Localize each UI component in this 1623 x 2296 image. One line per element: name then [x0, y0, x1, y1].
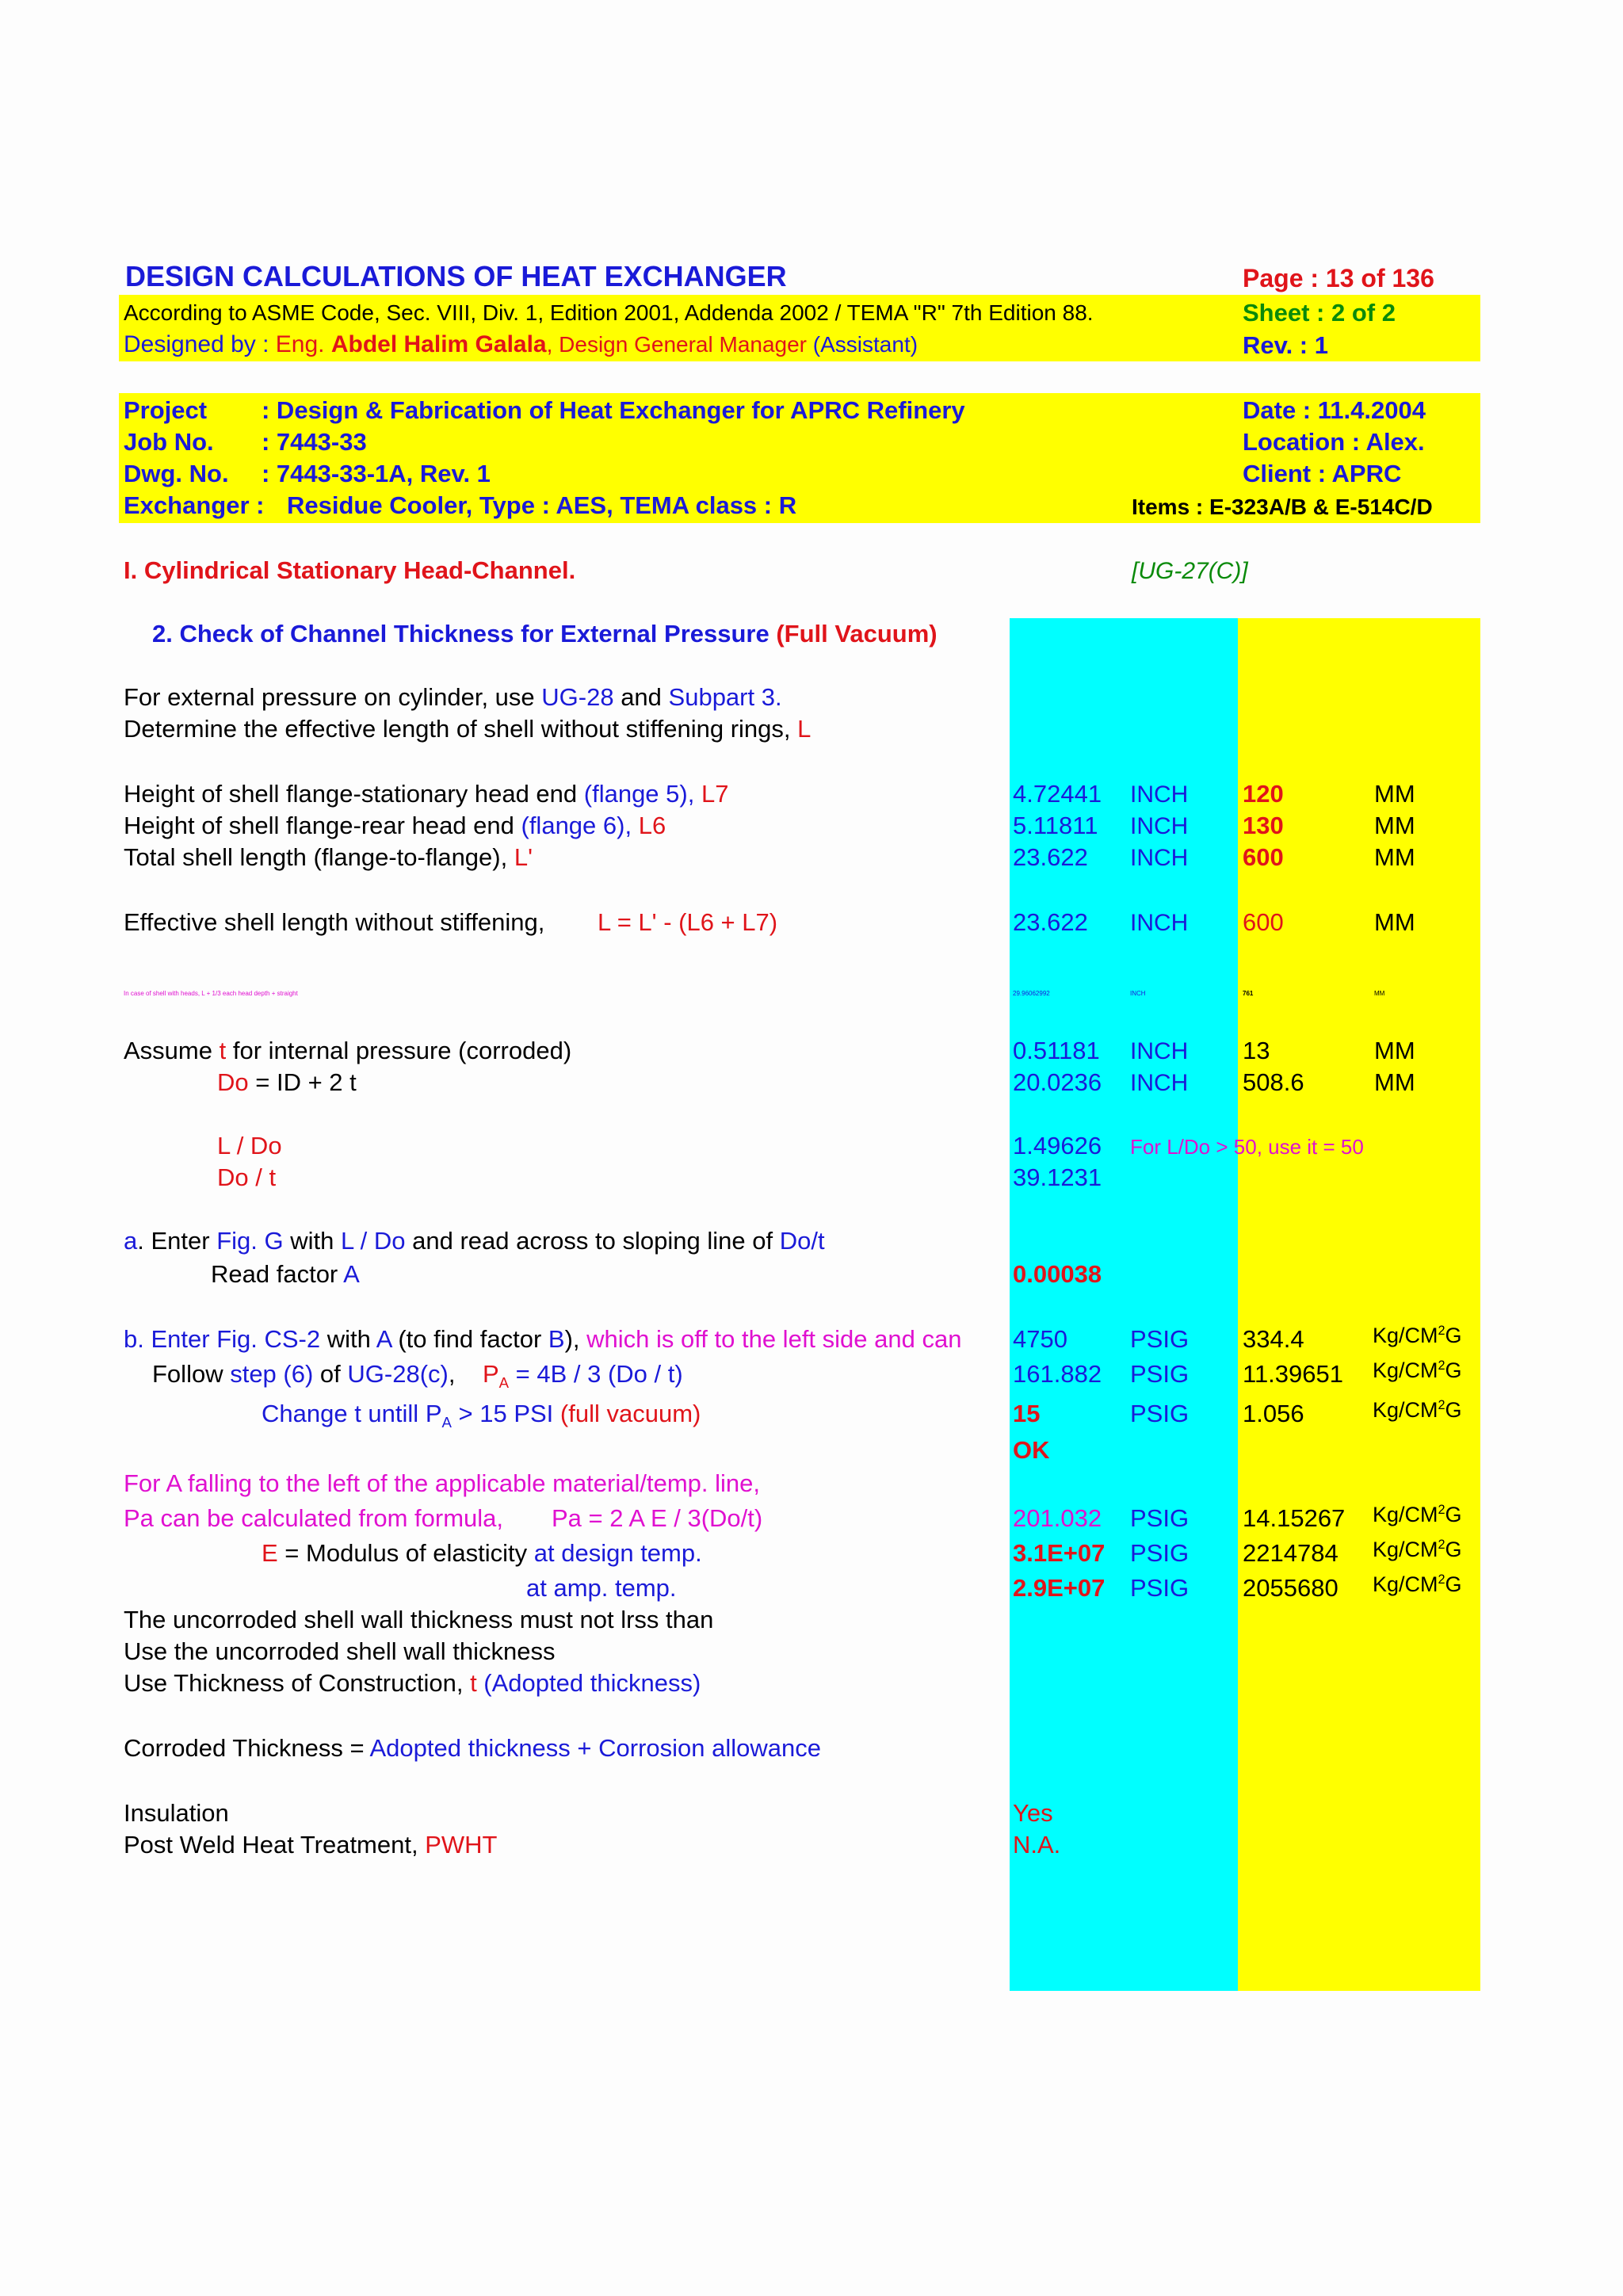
row-l7-inch-unit: INCH: [1130, 781, 1189, 808]
subsection-title: 2. Check of Channel Thickness for External Pressure (Full Vacuum): [152, 620, 938, 648]
intro-line-1: For external pressure on cylinder, use UG-28 and Subpart 3.: [124, 683, 782, 711]
row-effective-mm-unit: MM: [1374, 908, 1415, 936]
row-total-inch-unit: INCH: [1130, 845, 1189, 871]
modulus-design-unit: PSIG: [1130, 1539, 1190, 1567]
row-total-mm: 600: [1243, 843, 1284, 871]
heads-note-inch: 29.96062992: [1013, 990, 1050, 997]
modulus-design-kg-unit: $Kg/CM^2G$: [1373, 1538, 1462, 1561]
row-do-inch-unit: INCH: [1130, 1070, 1189, 1096]
row-do-label: Do = ID + 2 t: [217, 1068, 357, 1096]
vacuum-kg: 1.056: [1243, 1400, 1304, 1427]
row-l6-label: Height of shell flange-rear head end (flange 6), L6: [124, 812, 666, 839]
factor-a-value: 0.00038: [1013, 1260, 1102, 1288]
dwg-label: Dwg. No.: [124, 460, 229, 487]
pa-formula-value: 201.032: [1013, 1504, 1102, 1532]
row-total-label: Total shell length (flange-to-flange), L': [124, 843, 533, 871]
ambient-label: at amp. temp.: [526, 1574, 677, 1602]
designed-by: Designed by : Eng. Abdel Halim Galala, Design General Manager (Assistant): [124, 331, 918, 357]
factor-b-unit: PSIG: [1130, 1325, 1190, 1353]
heads-note: In case of shell with heads, L + 1/3 each head depth + straight: [124, 990, 298, 997]
pa-formula-kg: 14.15267: [1243, 1504, 1346, 1532]
row-dot-label: Do / t: [217, 1163, 277, 1191]
page-title: DESIGN CALCULATIONS OF HEAT EXCHANGER: [125, 260, 787, 292]
row-do-inch: 20.0236: [1013, 1068, 1102, 1096]
formula-line-2: Pa can be calculated from formula,: [124, 1504, 504, 1532]
pa-formula-unit: PSIG: [1130, 1504, 1190, 1532]
row-effective-inch-unit: INCH: [1130, 910, 1189, 936]
row-effective-mm: 600: [1243, 908, 1284, 936]
ok-status: OK: [1013, 1436, 1050, 1464]
modulus-design-value: 3.1E+07: [1013, 1539, 1106, 1567]
factor-b-value: 4750: [1013, 1325, 1067, 1353]
row-l7-mm: 120: [1243, 780, 1284, 808]
row-ldo-note: For L/Do > 50, use it = 50: [1130, 1135, 1364, 1159]
corroded-thickness-text: Corroded Thickness = Adopted thickness + Corrosion allowance: [124, 1734, 821, 1762]
row-assume-t-inch: 0.51181: [1013, 1037, 1100, 1064]
factor-b-kg-unit: $Kg/CM^2G$: [1373, 1324, 1462, 1347]
exchanger-label: Exchanger :: [124, 491, 265, 519]
row-do-mm-unit: MM: [1374, 1068, 1415, 1096]
job-label: Job No.: [124, 428, 214, 456]
row-l6-mm: 130: [1243, 812, 1284, 839]
row-assume-t-label: Assume t for internal pressure (corroded): [124, 1037, 572, 1064]
revision: Rev. : 1: [1243, 331, 1328, 359]
project-label: Project: [124, 396, 208, 424]
code-line: According to ASME Code, Sec. VIII, Div. 1, Edition 2001, Addenda 2002 / TEMA "R" 7th Edition 88.: [124, 300, 1094, 325]
location: Location : Alex.: [1243, 428, 1425, 456]
heads-note-mm: 761: [1243, 990, 1254, 997]
step-b-text: b. Enter Fig. CS-2 with A (to find factor B), which is off to the left side and can: [124, 1325, 962, 1353]
modulus-ambient-value: 2.9E+07: [1013, 1574, 1106, 1602]
modulus-label: E = Modulus of elasticity at design temp.: [262, 1539, 702, 1567]
row-assume-t-mm-unit: MM: [1374, 1037, 1415, 1064]
project-value: : Design & Fabrication of Heat Exchanger for APRC Refinery: [262, 396, 965, 424]
formula-line-1: For A falling to the left of the applicable material/temp. line,: [124, 1469, 761, 1497]
row-l6-inch-unit: INCH: [1130, 813, 1189, 839]
construction-thickness-text: Use Thickness of Construction, t (Adopted thickness): [124, 1669, 701, 1697]
uncorroded-min-text: The uncorroded shell wall thickness must not lrss than: [124, 1606, 714, 1633]
intro-line-2: Determine the effective length of shell without stiffening rings, L: [124, 715, 812, 743]
vacuum-kg-unit: $Kg/CM^2G$: [1373, 1398, 1462, 1422]
pa-kg: 11.39651: [1243, 1360, 1343, 1388]
row-total-mm-unit: MM: [1374, 843, 1415, 871]
heads-note-mm-unit: MM: [1374, 990, 1385, 997]
pa-value: 161.882: [1013, 1360, 1102, 1388]
modulus-ambient-unit: PSIG: [1130, 1574, 1190, 1602]
insulation-value: Yes: [1013, 1799, 1053, 1827]
row-effective-inch: 23.622: [1013, 908, 1088, 936]
row-l6-mm-unit: MM: [1374, 812, 1415, 839]
section-title: I. Cylindrical Stationary Head-Channel.: [124, 556, 576, 584]
exchanger-value: Residue Cooler, Type : AES, TEMA class : R: [287, 491, 797, 519]
page-number: Page : 13 of 136: [1243, 264, 1434, 292]
items: Items : E-323A/B & E-514C/D: [1132, 495, 1433, 519]
modulus-ambient-kg: 2055680: [1243, 1574, 1338, 1602]
insulation-label: Insulation: [124, 1799, 229, 1827]
pa-unit: PSIG: [1130, 1360, 1190, 1388]
pwht-label: Post Weld Heat Treatment, PWHT: [124, 1831, 498, 1859]
modulus-design-kg: 2214784: [1243, 1539, 1338, 1567]
read-factor-a-label: Read factor A: [211, 1260, 360, 1288]
job-value: : 7443-33: [262, 428, 367, 456]
change-t-text: Change t untill $P_A > 15$ PSI (full vacuum): [262, 1400, 701, 1431]
row-effective-formula: L = L' - (L6 + L7): [598, 908, 778, 936]
sheet-number: Sheet : 2 of 2: [1243, 299, 1396, 327]
row-l7-inch: 4.72441: [1013, 780, 1102, 808]
section-reference: [UG-27(C)]: [1132, 558, 1248, 584]
date: Date : 11.4.2004: [1243, 396, 1426, 424]
follow-step-text: Follow step (6) of UG-28(c), $P_A = 4B / 3$ (Do / t): [152, 1360, 683, 1392]
uncorroded-use-text: Use the uncorroded shell wall thickness: [124, 1637, 556, 1665]
pa-formula-kg-unit: $Kg/CM^2G$: [1373, 1503, 1462, 1526]
formula-expression: Pa = 2 A E / 3(Do/t): [552, 1504, 763, 1532]
pa-kg-unit: $Kg/CM^2G$: [1373, 1358, 1462, 1382]
heads-note-inch-unit: INCH: [1130, 990, 1146, 997]
row-effective-label: Effective shell length without stiffening,: [124, 908, 545, 936]
row-assume-t-inch-unit: INCH: [1130, 1038, 1189, 1064]
factor-b-kg: 334.4: [1243, 1325, 1304, 1353]
step-a-text: a. Enter Fig. G with L / Do and read across to sloping line of Do/t: [124, 1227, 825, 1255]
row-ldo-value: 1.49626: [1013, 1132, 1102, 1159]
row-do-mm: 508.6: [1243, 1068, 1304, 1096]
vacuum-unit: PSIG: [1130, 1400, 1190, 1427]
row-l7-label: Height of shell flange-stationary head end (flange 5), L7: [124, 780, 729, 808]
modulus-ambient-kg-unit: $Kg/CM^2G$: [1373, 1572, 1462, 1596]
client: Client : APRC: [1243, 460, 1402, 487]
row-l6-inch: 5.11811: [1013, 812, 1098, 839]
vacuum-value: 15: [1013, 1400, 1041, 1427]
row-ldo-label: L / Do: [217, 1132, 282, 1159]
row-assume-t-mm: 13: [1243, 1037, 1270, 1064]
row-dot-value: 39.1231: [1013, 1163, 1102, 1191]
dwg-value: : 7443-33-1A, Rev. 1: [262, 460, 491, 487]
row-total-inch: 23.622: [1013, 843, 1088, 871]
row-l7-mm-unit: MM: [1374, 780, 1415, 808]
pwht-value: N.A.: [1013, 1831, 1061, 1859]
